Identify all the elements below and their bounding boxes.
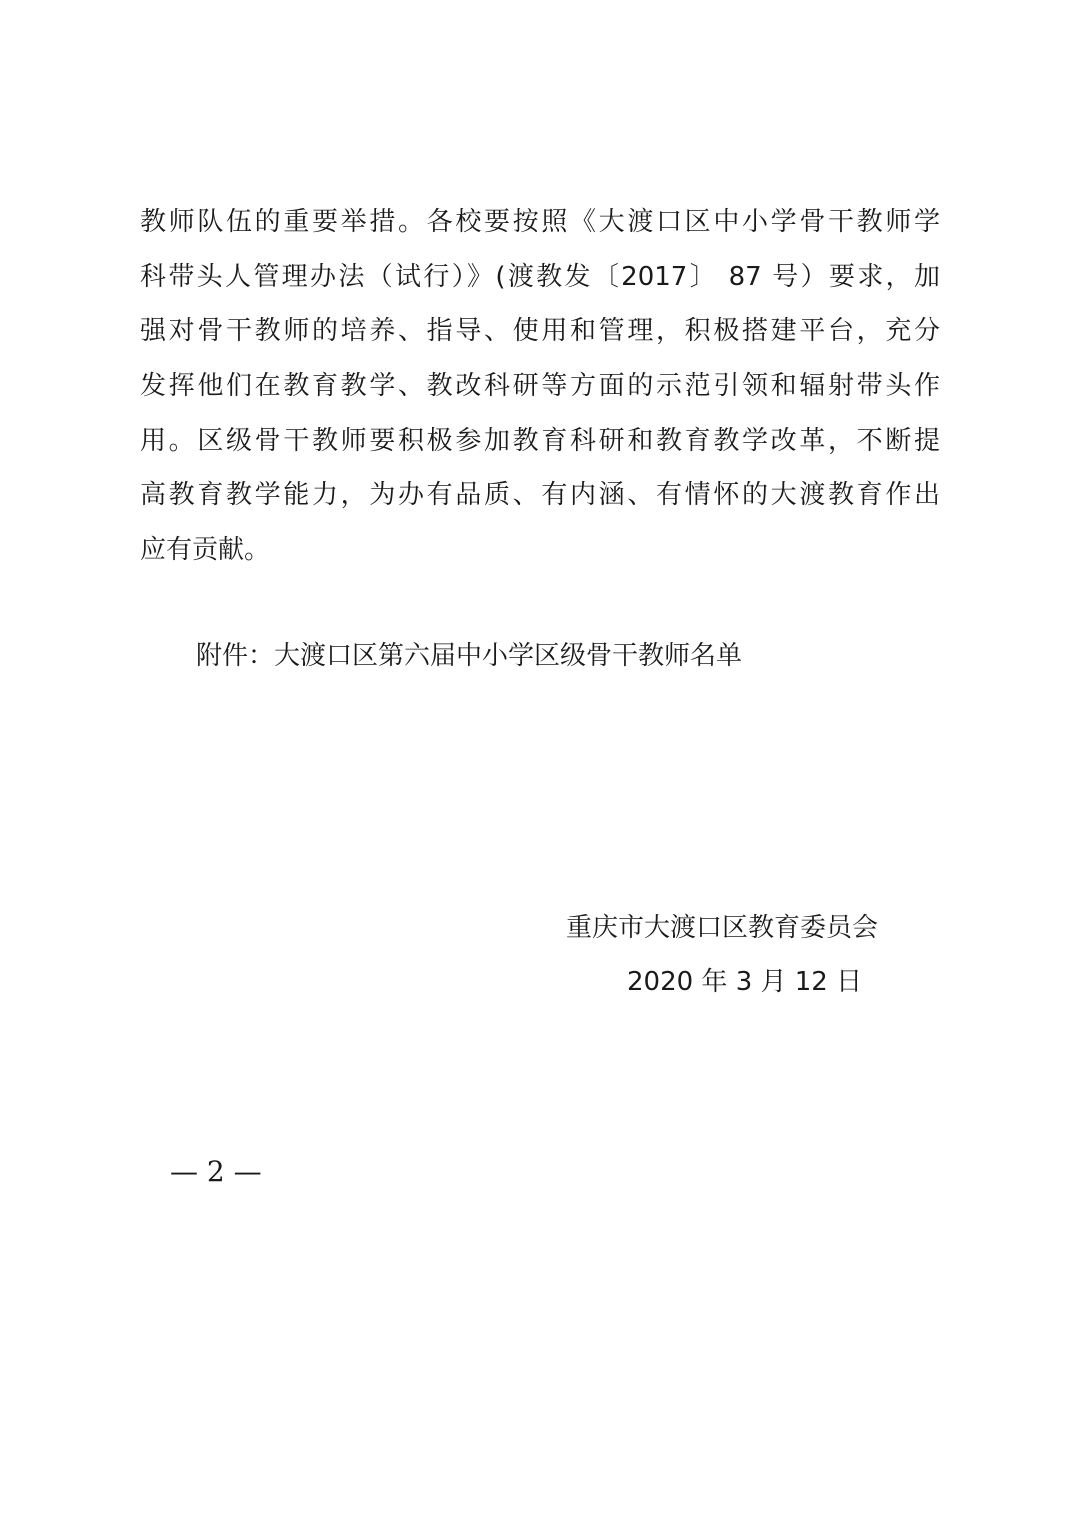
page-number: — 2 — — [170, 1155, 262, 1188]
paragraph-line: 发挥他们在教育教学、教改科研等方面的示范引领和辐射带头作 — [140, 371, 940, 401]
paragraph-line: 应有贡献。 — [140, 535, 271, 565]
paragraph-line: 强对骨干教师的培养、指导、使用和管理，积极搭建平台，充分 — [140, 316, 940, 346]
paragraph-line: 高教育教学能力，为办有品质、有内涵、有情怀的大渡教育作出 — [140, 480, 940, 510]
paragraph-line: 教师队伍的重要举措。各校要按照《大渡口区中小学骨干教师学 — [140, 207, 940, 237]
issuing-organization: 重庆市大渡口区教育委员会 — [566, 913, 879, 943]
paragraph-line: 用。区级骨干教师要积极参加教育科研和教育教学改革，不断提 — [140, 426, 940, 456]
paragraph-line: 科带头人管理办法（试行）》(渡教发〔2017〕 87 号）要求，加 — [140, 262, 940, 292]
issue-date: 2020 年 3 月 12 日 — [627, 967, 863, 997]
attachment-note: 附件：大渡口区第六届中小学区级骨干教师名单 — [196, 641, 743, 671]
